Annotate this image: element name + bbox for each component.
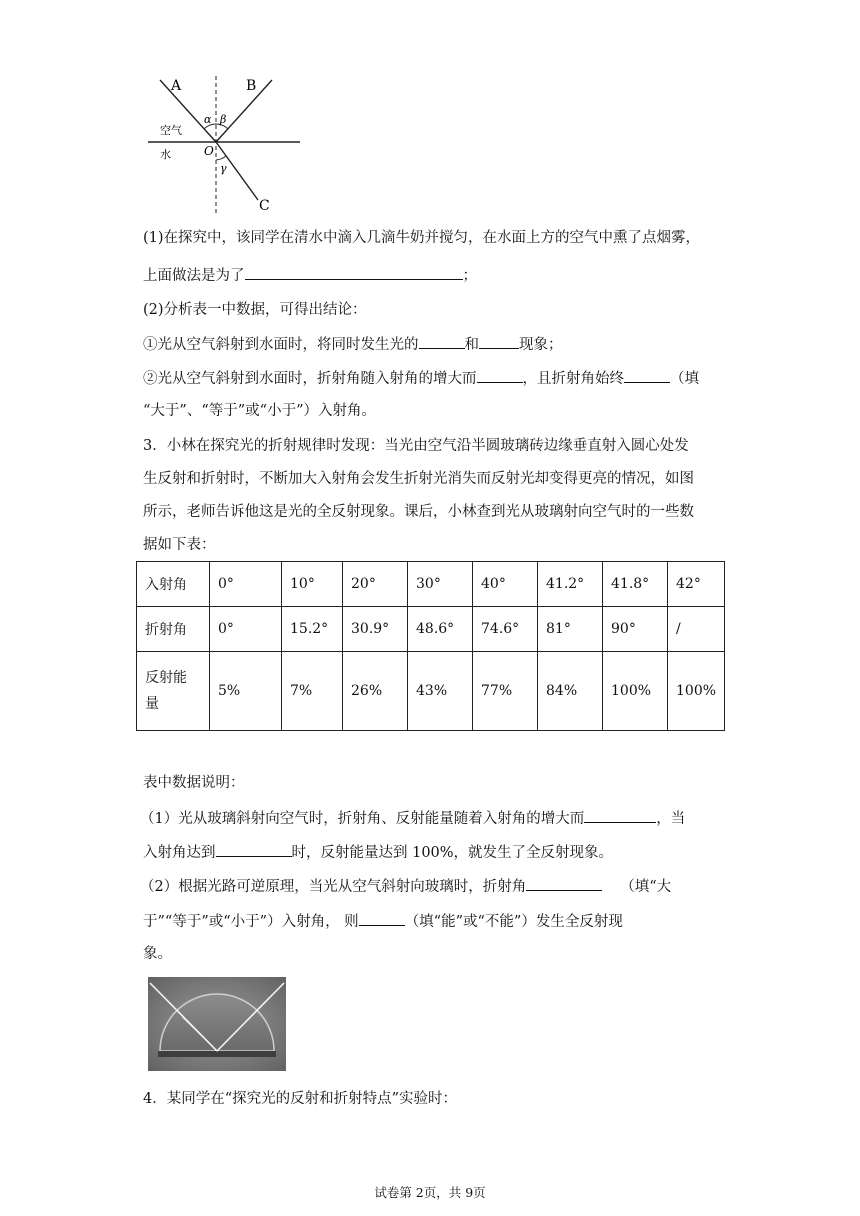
table-cell: 0° <box>210 562 282 607</box>
table-cell: 81° <box>538 607 603 652</box>
table-cell: 20° <box>343 562 408 607</box>
label-c: C <box>259 198 270 214</box>
label-gamma: γ <box>220 162 227 175</box>
row-label-line2: 量 <box>145 696 159 712</box>
label-alpha: α <box>204 113 212 126</box>
q3-part2-line1 <box>140 876 671 897</box>
q3-part1-text3: 入射角达到 <box>143 845 216 861</box>
table-cell: 10° <box>282 562 343 607</box>
table-cell: / <box>668 607 725 652</box>
table-cell: 26% <box>343 652 408 731</box>
answer-blank[interactable] <box>216 842 292 857</box>
answer-blank[interactable] <box>526 876 602 891</box>
table-cell: 90° <box>603 607 668 652</box>
label-b: B <box>246 78 257 94</box>
answer-blank[interactable] <box>359 911 405 926</box>
reflected-ray-b <box>216 80 272 142</box>
label-air: 空气 <box>160 124 182 137</box>
table-cell: 48.6° <box>408 607 473 652</box>
table-cell: 41.8° <box>603 562 668 607</box>
table-cell: 30° <box>408 562 473 607</box>
row-label-line1: 反射能 <box>145 670 187 686</box>
label-water: 水 <box>160 148 171 161</box>
q2-part2b-text3: （填 <box>670 371 699 387</box>
answer-blank[interactable] <box>245 265 463 280</box>
table-row-label <box>137 652 210 731</box>
table-row <box>137 562 725 607</box>
table-cell: 5% <box>210 652 282 731</box>
glass-block-photo <box>148 977 286 1071</box>
q2-part2-line-b <box>143 368 699 389</box>
q2-part2-line-a <box>143 334 563 355</box>
answer-blank[interactable] <box>584 808 656 823</box>
answer-blank[interactable] <box>419 334 465 349</box>
page-footer: 试卷第 2页，共 9页 <box>374 1185 486 1200</box>
q2-part2a-text3: 现象； <box>519 337 563 353</box>
label-o: O <box>204 144 214 158</box>
answer-blank[interactable] <box>624 368 670 383</box>
q2-part2b-text2: ，且折射角始终 <box>522 371 624 387</box>
answer-blank[interactable] <box>477 368 523 383</box>
q3-part2-line3: 象。 <box>143 946 172 962</box>
q3-part1-text1: （1）光从玻璃斜射向空气时，折射角、反射能量随着入射角的增大而 <box>140 811 585 827</box>
q3-stem-line4: 据如下表： <box>143 537 216 553</box>
q3-part2-text1: （2）根据光路可逆原理，当光从空气斜射向玻璃时，折射角 <box>140 879 527 895</box>
table-cell: 77% <box>473 652 538 731</box>
q3-part1-line2 <box>143 842 613 863</box>
refraction-diagram <box>140 74 302 216</box>
table-row-label: 入射角 <box>137 562 210 607</box>
table-row-label: 折射角 <box>137 607 210 652</box>
q2-part2-line-c: “大于”、“等于”或“小于”）入射角。 <box>143 403 376 419</box>
q3-part2-line2 <box>143 911 623 932</box>
q3-part1-text4: 时，反射能量达到 100%，就发生了全反射现象。 <box>291 845 614 861</box>
table-cell: 41.2° <box>538 562 603 607</box>
q3-part2-text2: （填“大 <box>620 879 672 895</box>
q2-part1-line1: (1)在探究中，该同学在清水中滴入几滴牛奶并搅匀，在水面上方的空气中熏了点烟雾， <box>143 230 701 246</box>
table-note: 表中数据说明： <box>143 775 245 791</box>
q2-part2-heading: (2)分析表一中数据，可得出结论： <box>143 302 367 318</box>
q2-part2b-text1: ②光从空气斜射到水面时，折射角随入射角的增大而 <box>143 371 477 387</box>
table-cell: 42° <box>668 562 725 607</box>
q2-part1-suffix: ； <box>462 268 477 284</box>
table-cell: 40° <box>473 562 538 607</box>
table-cell: 100% <box>668 652 725 731</box>
table-row <box>137 607 725 652</box>
q3-part1-text2: ，当 <box>656 811 686 827</box>
table-row <box>137 652 725 731</box>
q2-part2a-text1: ①光从空气斜射到水面时，将同时发生光的 <box>143 337 419 353</box>
q2-part1-prefix: 上面做法是为了 <box>143 268 245 284</box>
q3-stem-line1: 3．小林在探究光的折射规律时发现：当光由空气沿半圆玻璃砖边缘垂直射入圆心处发 <box>143 438 689 454</box>
q3-stem-line2: 生反射和折射时，不断加大入射角会发生折射光消失而反射光却变得更亮的情况，如图 <box>143 471 694 487</box>
q4-stem: 4．某同学在“探究光的反射和折射特点”实验时： <box>143 1091 458 1107</box>
q3-part2-text4: （填“能”或“不能”）发生全反射现 <box>404 914 623 930</box>
q2-part2a-text2: 和 <box>464 337 479 353</box>
q3-part2-text3: 于”“等于”或“小于”）入射角， 则 <box>143 914 359 930</box>
q3-part1-line1 <box>140 808 685 829</box>
table-cell: 43% <box>408 652 473 731</box>
label-beta: β <box>220 113 227 126</box>
table-cell: 7% <box>282 652 343 731</box>
table-cell: 74.6° <box>473 607 538 652</box>
table-cell: 84% <box>538 652 603 731</box>
answer-blank[interactable] <box>479 334 519 349</box>
table-cell: 100% <box>603 652 668 731</box>
table-cell: 0° <box>210 607 282 652</box>
label-a: A <box>171 78 182 94</box>
data-table <box>136 561 725 731</box>
table-cell: 30.9° <box>343 607 408 652</box>
q2-part1-line2 <box>143 265 477 286</box>
table-cell: 15.2° <box>282 607 343 652</box>
q3-stem-line3: 所示，老师告诉他这是光的全反射现象。课后，小林查到光从玻璃射向空气时的一些数 <box>143 504 694 520</box>
